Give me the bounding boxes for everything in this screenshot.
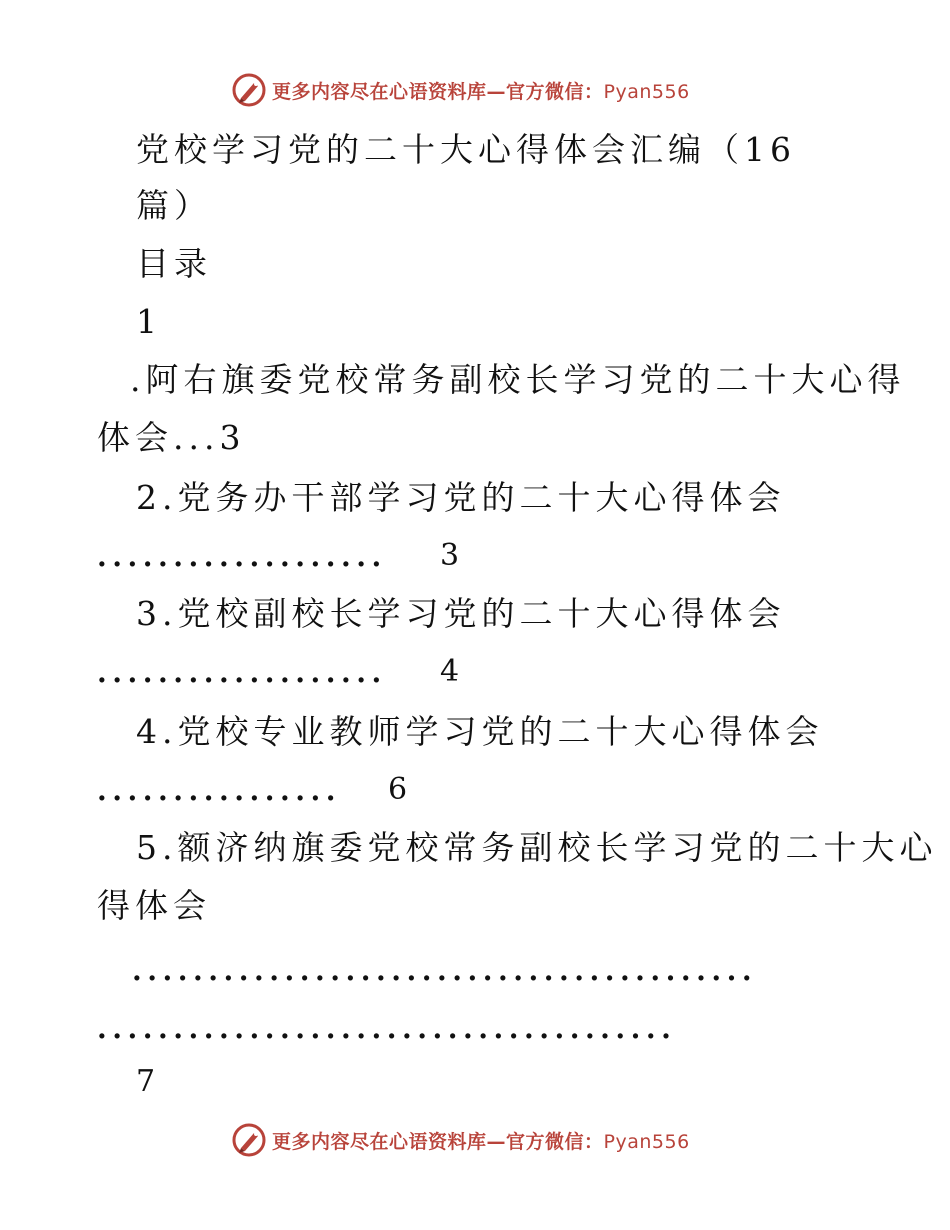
toc-entry-3-title[interactable]: 3.党校副校长学习党的二十大心得体会 — [136, 594, 786, 633]
toc-heading: 目录 — [136, 244, 212, 283]
pen-logo-icon — [232, 1123, 266, 1157]
toc-entry-4-title[interactable]: 4.党校专业教师学习党的二十大心得体会 — [136, 712, 824, 751]
toc-entry-1-number: 1 — [136, 302, 162, 341]
toc-entry-5-title-cont[interactable]: 得体会 — [97, 886, 211, 925]
toc-entry-3-leader: ................... — [97, 656, 387, 689]
watermark-banner-bottom — [232, 1122, 690, 1158]
pen-logo-icon — [232, 73, 266, 107]
document-title-line-2: 篇） — [136, 186, 212, 225]
toc-entry-2-page[interactable]: 3 — [440, 538, 460, 573]
toc-entry-5-leader-2: ...................................... — [97, 1012, 677, 1045]
toc-entry-4-leader: ................ — [97, 774, 341, 807]
toc-entry-5-title[interactable]: 5.额济纳旗委党校常务副校长学习党的二十大心 — [136, 828, 938, 867]
watermark-text: 更多内容尽在心语资料库—官方微信：Pyan556 — [272, 1130, 690, 1153]
watermark-text: 更多内容尽在心语资料库—官方微信：Pyan556 — [272, 80, 690, 103]
document-title-line-1: 党校学习党的二十大心得体会汇编（16 — [136, 130, 796, 169]
toc-entry-4-page[interactable]: 6 — [388, 772, 408, 807]
toc-entry-2-leader: ................... — [97, 540, 387, 573]
toc-entry-5-leader-1: ......................................... — [132, 954, 758, 987]
toc-entry-1-title[interactable]: .阿右旗委党校常务副校长学习党的二十大心得 — [130, 360, 906, 399]
toc-entry-1-title-cont[interactable]: 体会...3 — [97, 418, 246, 457]
watermark-banner-top — [232, 72, 690, 108]
toc-entry-3-page[interactable]: 4 — [440, 654, 460, 689]
toc-entry-2-title[interactable]: 2.党务办干部学习党的二十大心得体会 — [136, 478, 786, 517]
toc-entry-5-page[interactable]: 7 — [136, 1064, 156, 1099]
